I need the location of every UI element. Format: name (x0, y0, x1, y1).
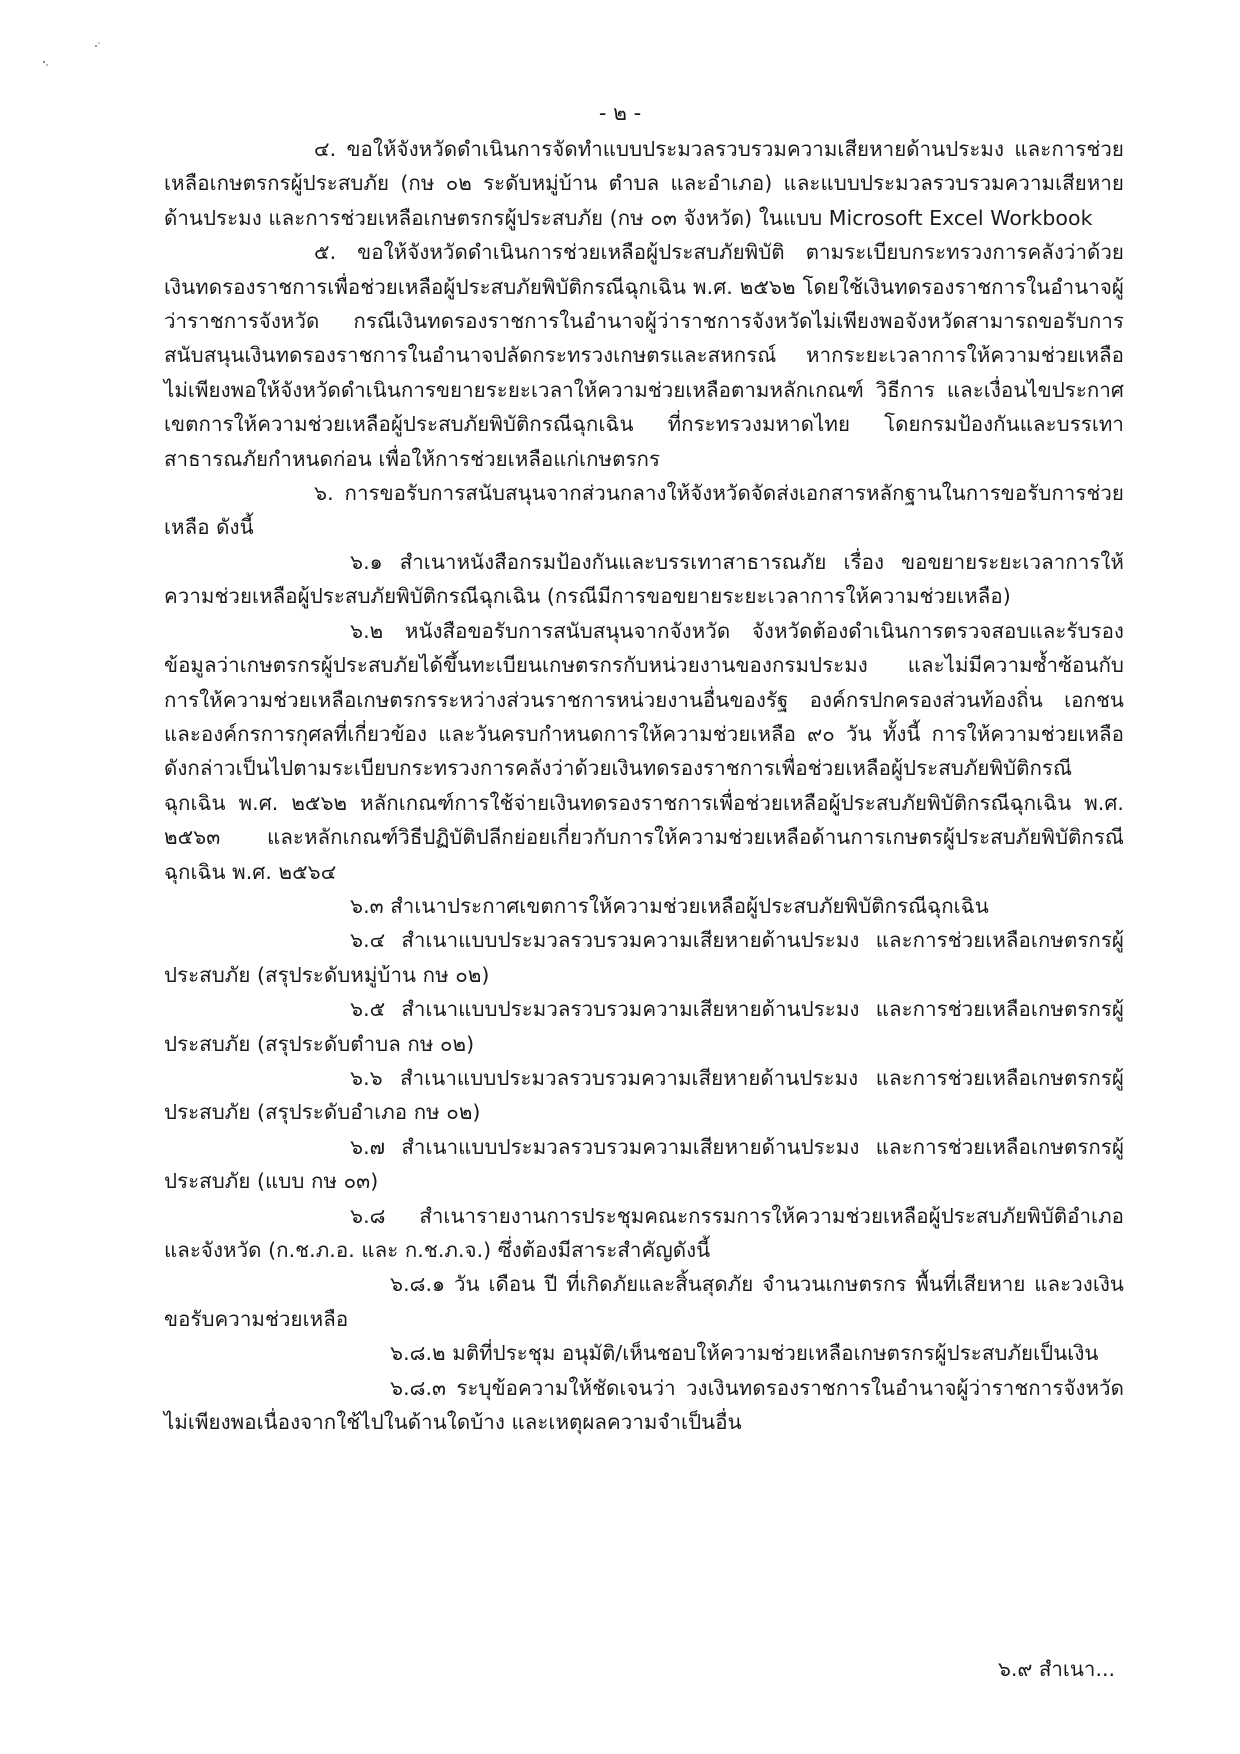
paragraph: ๖.๓ สำเนาประกาศเขตการให้ความช่วยเหลือผู้ประสบภัยพิบัติกรณีฉุกเฉิน (350, 893, 989, 918)
paragraph: ๖.๗ สำเนาแบบประมวลรวบรวมความเสียหายด้านประมง และการช่วยเหลือเกษตรกรผู้ประสบภัย (แบบ กษ ๐๓) (164, 1134, 1124, 1194)
paragraph: ๖.๘.๓ ระบุข้อความให้ชัดเจนว่า วงเงินทดรองราชการในอำนาจผู้ว่าราชการจังหวัดไม่เพียงพอเนื่องจากใช้ไปในด้านใดบ้าง และเหตุผลความจำเป็นอื่น (164, 1375, 1124, 1435)
paragraph: ๖.๔ สำเนาแบบประมวลรวบรวมความเสียหายด้านประมง และการช่วยเหลือเกษตรกรผู้ประสบภัย (สรุประดับหมู่บ้าน กษ ๐๒) (164, 928, 1124, 987)
document-body (164, 132, 1124, 1439)
paragraph: ๔. ขอให้จังหวัดดำเนินการจัดทำแบบประมวลรวบรวมความเสียหายด้านประมง และการช่วยเหลือเกษตรกรผู้ประสบภัย (กษ ๐๒ ระดับหมู่บ้าน ตำบล และอำเภอ) และแบบประมวลรวบรวมความเสียหายด้านประมง และการช่วยเหลือเกษตรกรผู้ประสบภัย (กษ ๐๓ จังหวัด) ในแบบ Microsoft Excel Workbook (164, 137, 1124, 230)
paragraph: ๖.๑ สำเนาหนังสือกรมป้องกันและบรรเทาสาธารณภัย เรื่อง ขอขยายระยะเวลาการให้ความช่วยเหลือผู้ประสบภัยพิบัติกรณีฉุกเฉิน (กรณีมีการขอขยายระยะเวลาการให้ความช่วยเหลือ) (164, 549, 1124, 609)
paragraph: ๖.๘ สำเนารายงานการประชุมคณะกรรมการให้ความช่วยเหลือผู้ประสบภัยพิบัติอำเภอและจังหวัด (ก.ช.ภ.อ. และ ก.ช.ภ.จ.) ซึ่งต้องมีสาระสำคัญดังนี้ (164, 1203, 1124, 1262)
continuation-marker: ๖.๙ สำเนา... (997, 1657, 1115, 1681)
paragraph: ๖.๒ หนังสือขอรับการสนับสนุนจากจังหวัด จังหวัดต้องดำเนินการตรวจสอบและรับรองข้อมูลว่าเกษตรกรผู้ประสบภัยได้ขึ้นทะเบียนเกษตรกรกับหน่วยงานของกรมประมง และไม่มีความซ้ำซ้อนกับการให้ความช่วยเหลือเกษตรกรระหว่างส่วนราชการหน่วยงานอื่นของรัฐ องค์กรปกครองส่วนท้องถิ่น เอกชน และองค์กรการกุศลที่เกี่ยวข้อง และวันครบกำหนดการให้ความช่วยเหลือ ๙๐ วัน ทั้งนี้ การให้ความช่วยเหลือดังกล่าวเป็นไปตามระเบียบกระทรวงการคลังว่าด้วยเงินทดรองราชการเพื่อช่วยเหลือผู้ประสบภัยพิบัติกรณีฉุกเฉิน พ.ศ. ๒๕๖๒ หลักเกณฑ์การใช้จ่ายเงินทดรองราชการเพื่อช่วยเหลือผู้ประสบภัยพิบัติกรณีฉุกเฉิน พ.ศ. ๒๕๖๓ และหลักเกณฑ์วิธีปฏิบัติปลีกย่อยเกี่ยวกับการให้ความช่วยเหลือด้านการเกษตรผู้ประสบภัยพิบัติกรณีฉุกเฉิน พ.ศ. ๒๕๖๔ (164, 618, 1124, 884)
paragraph: ๖.๘.๒ มติที่ประชุม อนุมัติ/เห็นชอบให้ความช่วยเหลือเกษตรกรผู้ประสบภัยเป็นเงิน (390, 1341, 1099, 1366)
paragraph: ๖.๘.๑ วัน เดือน ปี ที่เกิดภัยและสิ้นสุดภัย จำนวนเกษตรกร พื้นที่เสียหาย และวงเงินขอรับความช่วยเหลือ (164, 1272, 1124, 1331)
paragraph: ๖.๖ สำเนาแบบประมวลรวบรวมความเสียหายด้านประมง และการช่วยเหลือเกษตรกรผู้ประสบภัย (สรุประดับอำเภอ กษ ๐๒) (164, 1065, 1124, 1125)
paragraph: ๕. ขอให้จังหวัดดำเนินการช่วยเหลือผู้ประสบภัยพิบัติ ตามระเบียบกระทรวงการคลังว่าด้วยเงินทดรองราชการเพื่อช่วยเหลือผู้ประสบภัยพิบัติกรณีฉุกเฉิน พ.ศ. ๒๕๖๒ โดยใช้เงินทดรองราชการในอำนาจผู้ว่าราชการจังหวัด กรณีเงินทดรองราชการในอำนาจผู้ว่าราชการจังหวัดไม่เพียงพอจังหวัดสามารถขอรับการสนับสนุนเงินทดรองราชการในอำนาจปลัดกระทรวงเกษตรและสหกรณ์ หากระยะเวลาการให้ความช่วยเหลือไม่เพียงพอให้จังหวัดดำเนินการขยายระยะเวลาให้ความช่วยเหลือตามหลักเกณฑ์ วิธีการ และเงื่อนไขประกาศเขตการให้ความช่วยเหลือผู้ประสบภัยพิบัติกรณีฉุกเฉิน ที่กระทรวงมหาดไทย โดยกรมป้องกันและบรรเทาสาธารณภัยกำหนดก่อน เพื่อให้การช่วยเหลือแก่เกษตรกร (164, 240, 1124, 471)
page-number: - ๒ - (598, 101, 642, 125)
scan-specks (30, 38, 110, 68)
paragraph: ๖. การขอรับการสนับสนุนจากส่วนกลางให้จังหวัดจัดส่งเอกสารหลักฐานในการขอรับการช่วยเหลือ ดังนี้ (164, 481, 1124, 540)
paragraph: ๖.๕ สำเนาแบบประมวลรวบรวมความเสียหายด้านประมง และการช่วยเหลือเกษตรกรผู้ประสบภัย (สรุประดับตำบล กษ ๐๒) (164, 997, 1124, 1056)
